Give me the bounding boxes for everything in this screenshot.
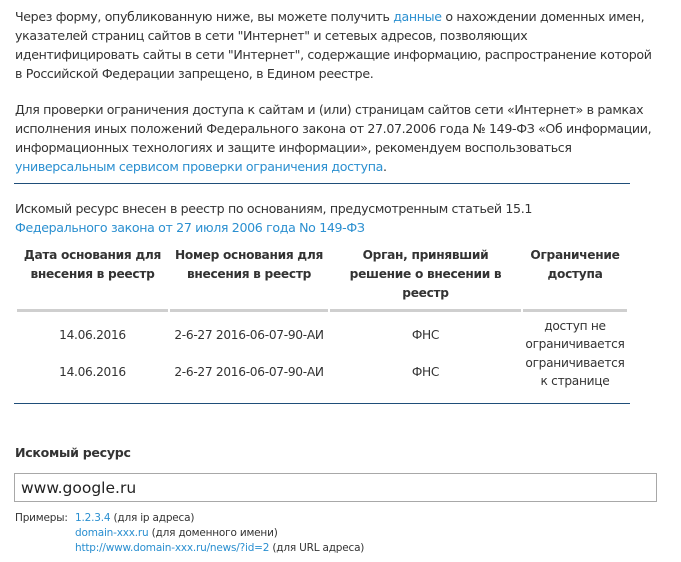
registry-table: [15, 245, 629, 390]
header-restriction: Ограничение доступа: [523, 245, 627, 312]
search-label: Искомый ресурс: [15, 445, 131, 460]
intro-text: Через форму, опубликованную ниже, вы можете получить: [15, 9, 394, 24]
intro-paragraph: [15, 7, 655, 83]
example-item: [75, 541, 364, 556]
federal-law-link[interactable]: Федерального закона от 27 июля 2006 года No 149-ФЗ: [15, 220, 365, 235]
example-note: (для URL адреса): [269, 542, 365, 554]
cell-number: 2-6-27 2016-06-07-90-АИ: [174, 327, 324, 342]
example-note: (для ip адреса): [110, 512, 195, 524]
example-domain-link[interactable]: domain-xxx.ru: [75, 527, 149, 539]
header-number: Номер основания для внесения в реестр: [170, 245, 328, 312]
cell-restriction: ограничивается к странице: [525, 355, 625, 388]
reason-text: Искомый ресурс внесен в реестр по основаниям, предусмотренным статьей 15.1: [15, 201, 533, 216]
cell-restriction: доступ не ограничивается: [525, 318, 625, 351]
resource-search-input[interactable]: [14, 473, 657, 502]
divider: [14, 403, 630, 404]
cell-authority: ФНС: [411, 364, 440, 379]
divider: [14, 183, 630, 184]
universal-check-service-link[interactable]: универсальным сервисом проверки ограничения доступа: [15, 159, 383, 174]
data-link[interactable]: данные: [393, 9, 442, 24]
cell-date: 14.06.2016: [59, 364, 126, 379]
intro-text-cont: о нахождении доменных имен, указателей страниц сайтов в сети "Интернет" и сетевых адресов, позволяющих идентифицировать сайты в сети "Интернет", содержащие информацию, распространение которой в Российской Федерации запрещено, в Едином реестре.: [15, 9, 652, 81]
check-service-text: Для проверки ограничения доступа к сайтам и (или) страницам сайтов сети «Интернет» в рамках исполнения иных положений Федерального закона от 27.07.2006 года № 149-ФЗ «Об информации, информационных технологиях и защите информации», рекомендуем воспользоваться: [15, 102, 652, 155]
table-row: [17, 312, 627, 353]
result-reason: [15, 199, 655, 237]
example-note: (для доменного имени): [148, 527, 278, 539]
table-row: [17, 353, 627, 390]
cell-authority: ФНС: [411, 327, 440, 342]
cell-date: 14.06.2016: [59, 327, 126, 342]
header-date: Дата основания для внесения в реестр: [17, 245, 168, 312]
table-header-row: [17, 245, 627, 312]
example-ip-link[interactable]: 1.2.3.4: [75, 512, 111, 524]
cell-number: 2-6-27 2016-06-07-90-АИ: [174, 364, 324, 379]
check-service-paragraph: [15, 100, 655, 176]
header-authority: Орган, принявший решение о внесении в реестр: [330, 245, 521, 312]
period: .: [383, 159, 387, 174]
example-url-link[interactable]: http://www.domain-xxx.ru/news/?id=2: [75, 542, 270, 554]
example-item: [75, 526, 364, 541]
examples-label: Примеры:: [15, 512, 68, 524]
examples-list: [75, 511, 364, 556]
example-item: [75, 511, 364, 526]
